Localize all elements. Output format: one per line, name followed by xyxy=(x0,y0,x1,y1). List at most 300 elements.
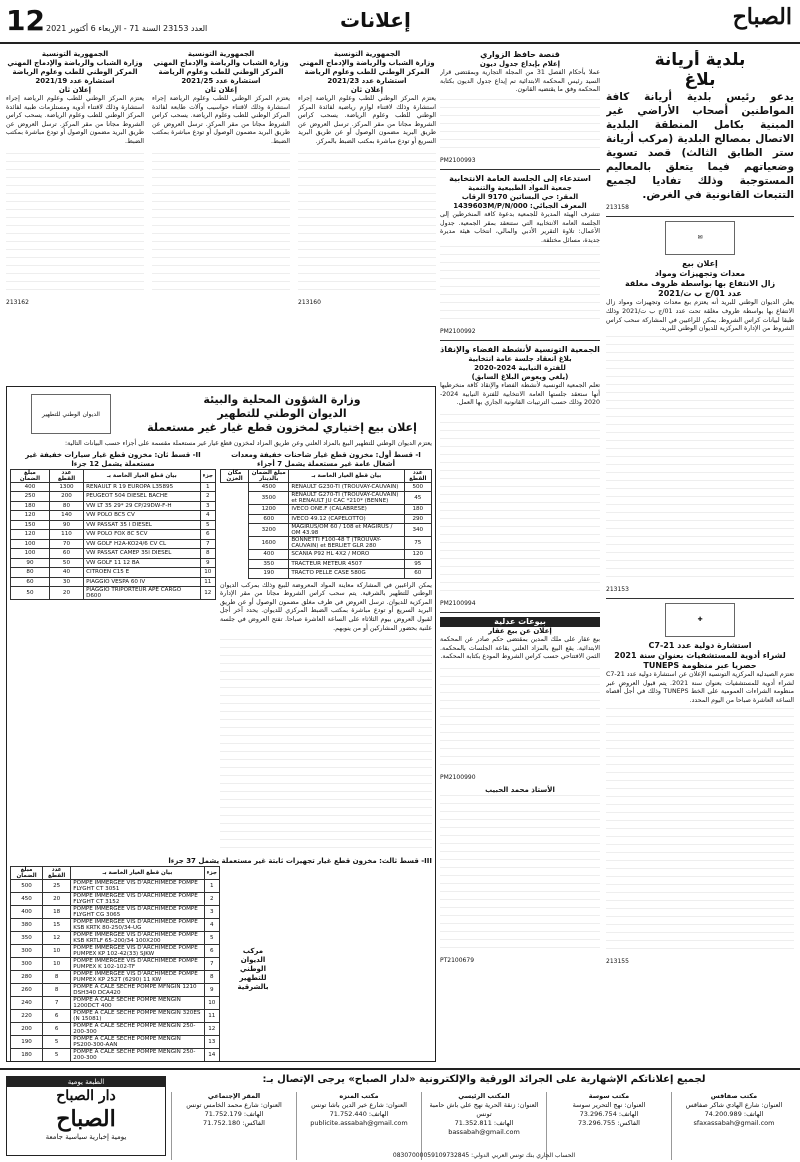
ad-subtitle: جمعية المواد الطبيعية والتنمية xyxy=(468,184,572,193)
ad-title: زال الانتفاع بها بواسطة ظروف مغلقة xyxy=(624,279,776,289)
footer-office-l3[interactable]: الفاكس: 73.296.755 xyxy=(578,1119,640,1127)
consultation-ad xyxy=(6,50,144,380)
table-cell: 18 xyxy=(43,906,71,919)
table-cell: 190 xyxy=(11,1036,43,1049)
footer-office xyxy=(171,1092,296,1160)
table-cell: 3 xyxy=(200,501,215,511)
ad-subtitle: بلاغ انعقاد جلسة عامة انتخابية xyxy=(468,354,572,363)
ad-body-continued xyxy=(440,95,600,155)
table-cell: 60 xyxy=(49,549,83,559)
ad-title: استدعاء إلى الجلسة العامة الانتخابية xyxy=(449,174,591,184)
ad-title: عدد 01/ج ب ت/2021 xyxy=(658,289,742,299)
ad-ref: PM2100992 xyxy=(440,327,476,335)
consultation-cons: استشارة عدد 2021/25 xyxy=(181,77,261,85)
table-cell: TRACTO PELLE CASE 580G xyxy=(289,569,404,579)
table-cell: CITROEN C15 E xyxy=(84,568,201,578)
right-column xyxy=(606,50,794,1064)
table-cell: 140 xyxy=(49,511,83,521)
lot2-table xyxy=(10,469,216,601)
auction-title-ministry: وزارة الشؤون المحلية والبيئة xyxy=(203,393,361,406)
table-cell: 600 xyxy=(249,514,289,524)
table-cell: 30 xyxy=(49,577,83,587)
ad-signature: الأستاذ محمد الحبيب xyxy=(485,786,555,795)
table-cell: 400 xyxy=(11,482,50,492)
table-cell: 4 xyxy=(204,919,219,932)
consultation-center: المركز الوطني للطب وعلوم الرياضة xyxy=(158,68,284,76)
footer-office xyxy=(296,1092,421,1160)
table-row xyxy=(11,906,220,919)
footer-office-l1: العنوان: شارع خير الدين باشا تونس xyxy=(311,1101,407,1109)
table-row xyxy=(11,932,220,945)
table-cell: 150 xyxy=(11,520,50,530)
table-cell: 20 xyxy=(49,587,83,600)
table-cell: PIAGGIO TRIPORTEUR APE CARGO D600 xyxy=(84,587,201,600)
ad-title: قنصة حافظ الزواري xyxy=(480,50,560,59)
ad-body-continued xyxy=(606,334,794,584)
table-caption: I- قسط أول: مخزون قطع غيار شاحنات خفيفة ومعدات أشغال عامة غير مستعملة يشمل 7 أجزاء xyxy=(231,450,421,468)
table-cell: 1 xyxy=(200,482,215,492)
table-cell: 11 xyxy=(200,577,215,587)
table-row xyxy=(221,492,432,505)
ad-subtitle: المعرف الجبائي: 1439603M/P/N/000 xyxy=(453,202,587,211)
ad-subtitle: المقر: حي البساتين 9170 الرقاب xyxy=(461,193,579,202)
table-cell: POMPE A CALE SECHE POMPE MENGIN 250-200-300 xyxy=(71,1049,204,1062)
table-row xyxy=(221,524,432,537)
table-row xyxy=(11,482,216,492)
table-cell: PEUGEOT 504 DIESEL BACHE xyxy=(84,492,201,502)
footer-office-l3[interactable]: bassabah@gmail.com xyxy=(448,1128,520,1136)
table-cell: 3 xyxy=(204,906,219,919)
table-cell: 190 xyxy=(249,569,289,579)
consultation-body: يعتزم المركز الوطني للطب وعلوم الرياضة إجراء استشارة وذلك لاقتناء حواسيب وآلات طابعة لفائدة المركز الوطني للطب وعلوم الرياضة. يسحب كراس الشروط مجانا من مقر المركز. ترسل العروض عن طريق البريد مضمون الوصول أو تودع مباشرة بمكتب الضبط. xyxy=(152,95,290,145)
table-cell: POMPE IMMERGEE VIS D'ARCHIMEDE POMPE PUMPEX KP 102-42(33) SJKW xyxy=(71,945,204,958)
consultation-ref: 213160 xyxy=(298,298,321,306)
table-cell: 5 xyxy=(200,520,215,530)
onas-logo-icon xyxy=(31,394,111,434)
table-cell: 6 xyxy=(204,945,219,958)
table-cell: VW GOLF H2A-KO24/6 CV CL xyxy=(84,539,201,549)
table-cell: 9 xyxy=(204,984,219,997)
table-row xyxy=(11,893,220,906)
table-cell: 3500 xyxy=(249,492,289,505)
table-cell: POMPE A CALE SECHE POMPE MENGIN 320ES (N 15081) xyxy=(71,1010,204,1023)
ad-title: إعلان بيع xyxy=(682,259,718,269)
table-cell: POMPE IMMERGEE VIS D'ARCHIMEDE POMPE FLYGHT CG 3065 xyxy=(71,906,204,919)
table-cell: 280 xyxy=(11,971,43,984)
table-row xyxy=(221,550,432,560)
table-row xyxy=(11,1036,220,1049)
table-row xyxy=(11,984,220,997)
table-cell: 250 xyxy=(11,492,50,502)
table-cell: 90 xyxy=(49,520,83,530)
lot3-table xyxy=(10,866,220,1062)
table-cell: 50 xyxy=(49,558,83,568)
table-row xyxy=(221,482,432,492)
consultation-cons: استشارة عدد 2021/23 xyxy=(327,77,407,85)
footer-office-l1: العنوان: زنقة الحرية نهج علي باش حامبة تونس xyxy=(429,1101,539,1118)
ad-ref: 213155 xyxy=(606,957,629,965)
table-row xyxy=(11,958,220,971)
consultation-rep: الجمهورية التونسية xyxy=(333,50,401,58)
table-cell: 4 xyxy=(200,511,215,521)
table-cell: 2 xyxy=(204,893,219,906)
table-cell: 80 xyxy=(11,568,50,578)
footer-office-title: مكتب المنزه xyxy=(339,1092,379,1100)
table-cell: POMPE IMMERGEE VIS D'ARCHIMEDE POMPE KSB KRTLF 65-200/34 100X200 xyxy=(71,932,204,945)
footer-office-l2: الهاتف: 73.296.754 xyxy=(579,1110,639,1118)
table-row xyxy=(11,587,216,600)
table-cell: 8 xyxy=(204,971,219,984)
table-cell: 12 xyxy=(204,1023,219,1036)
consultation-ref: 213162 xyxy=(6,298,29,306)
table-cell: SCANIA P92 HL 4X2 / MORO xyxy=(289,550,404,560)
divider xyxy=(440,169,600,170)
table-cell: 290 xyxy=(404,514,431,524)
table-cell: 350 xyxy=(11,932,43,945)
table-cell: 120 xyxy=(404,550,431,560)
table-cell: POMPE IMMERGEE VIS D'ARCHIMEDE POMPE FLYGHT CT 3152 xyxy=(71,893,204,906)
table-cell: 7 xyxy=(43,997,71,1010)
table-cell: 95 xyxy=(404,559,431,569)
table-row xyxy=(221,569,432,579)
table-row xyxy=(11,880,220,893)
ad-title: لشراء أدوية للمستشفيات بعنوان سنة 2021 xyxy=(614,651,786,661)
table-cell: 6 xyxy=(200,530,215,540)
table-cell: 14 xyxy=(204,1049,219,1062)
ad-subtitle: (يلغي ويعوض البلاغ السابق) xyxy=(471,372,569,381)
table-cell: 260 xyxy=(11,984,43,997)
consultation-center: المركز الوطني للطب وعلوم الرياضة xyxy=(304,68,430,76)
table-cell: 5 xyxy=(43,1036,71,1049)
table-cell: POMPE A CALE SECHE POMPE MENGIN 1200DCT 400 xyxy=(71,997,204,1010)
footer-office-title: المقر الإجتماعي xyxy=(207,1092,261,1100)
table-cell: POMPE A CALE SECHE POMPE MENGIN PS200-300-AAN xyxy=(71,1036,204,1049)
table-cell: 1200 xyxy=(249,505,289,515)
consultation-body: يعتزم المركز الوطني للطب وعلوم الرياضة إجراء استشارة وذلك لاقتناء لوازم رياضية لفائدة المركز الوطني للطب وعلوم الرياضة. يسحب كراس الشروط مجانا من مقر المركز. ترسل العروض عن طريق البريد مضمون الوصول أو عن طريق البريد السريع أو تودع مباشرة بمكتب الضبط بالمركز. xyxy=(298,95,436,145)
table-cell: 40 xyxy=(49,568,83,578)
table-row xyxy=(11,549,216,559)
footer-office-l1: العنوان: شارع الهادي شاكر صفاقس xyxy=(685,1101,783,1109)
table-header-cell: مكان الخزن xyxy=(221,469,249,482)
ad-body-continued xyxy=(440,408,600,598)
table-row xyxy=(11,530,216,540)
table-cell: 1300 xyxy=(49,482,83,492)
table-cell: 7 xyxy=(204,958,219,971)
table-cell: 8 xyxy=(43,971,71,984)
table-cell: 500 xyxy=(404,482,431,492)
consultation-ad xyxy=(152,50,290,380)
table-cell: 100 xyxy=(11,549,50,559)
table-cell: 220 xyxy=(11,1010,43,1023)
ad-ref: 213153 xyxy=(606,585,629,593)
ad-body: تتشرف الهيئة المديرة للجمعية بدعوة كافة المنخرطين إلى الجلسة العامة الانتخابية التي ستنعقد بمقر الجمعية. جدول الأعمال: تلاوة التقرير الأدبي والمالي، انتخاب هيئة مديرة جديدة، مسائل مختلفة. xyxy=(440,211,600,244)
consultation-min: وزارة الشباب والرياضة والإدماج المهني xyxy=(153,59,289,67)
ad-body-continued xyxy=(440,246,600,326)
ad-body-continued xyxy=(606,706,794,956)
footer-banner: لجميع إعلاناتكم الإشهارية على الجرائد الورقية والإلكترونية «لدار الصباح» يرجى الإتصال بـ: xyxy=(262,1074,706,1085)
table-cell: 10 xyxy=(43,945,71,958)
table-row xyxy=(221,559,432,569)
issue-line: العدد 23153 السنة 71 - الإربعاء 6 أكتوبر 2021 xyxy=(46,24,208,33)
table-cell: POMPE A CALE SECHE POMPE MFNGIN 1210 DSH340 DCA420 xyxy=(71,984,204,997)
table-header-cell: بيان قطع الغيار الخاصة بـ xyxy=(84,469,201,482)
middle-column xyxy=(440,50,600,1064)
auction-notes-continued xyxy=(220,635,432,855)
footer-office-l1: العنوان: نهج التحرير سوسة xyxy=(572,1101,646,1109)
post-logo-icon: ✉ xyxy=(665,221,735,255)
footer-office-l2: الهاتف: 71.752.179 xyxy=(204,1110,264,1118)
onas-logo-text: الديوان الوطني للتطهير xyxy=(42,410,100,418)
footer-office-l3[interactable]: sfaxassabah@gmail.com xyxy=(693,1119,775,1127)
table-cell: 10 xyxy=(200,568,215,578)
table-cell: 3200 xyxy=(249,524,289,537)
logo-top: الطبعة يومية xyxy=(7,1077,165,1087)
table-cell: 50 xyxy=(11,587,50,600)
table-row xyxy=(11,971,220,984)
consultation-body-continued xyxy=(298,147,436,297)
consultation-center: المركز الوطني للطب وعلوم الرياضة xyxy=(12,68,138,76)
table-cell: 8 xyxy=(200,549,215,559)
consultation-ad xyxy=(298,50,436,380)
table-header-cell: عدد القطع xyxy=(404,469,431,482)
table-row xyxy=(11,1049,220,1062)
table-row xyxy=(11,558,216,568)
table-cell: 180 xyxy=(404,505,431,515)
table-cell: VW GOLF 11 12 BA xyxy=(84,558,201,568)
table-cell: 4500 xyxy=(249,482,289,492)
table-cell: 25 xyxy=(43,880,71,893)
table-cell: 1600 xyxy=(249,537,289,550)
table-cell: 400 xyxy=(249,550,289,560)
table-cell: 13 xyxy=(204,1036,219,1049)
pharmacy-logo-icon: ✚ xyxy=(665,603,735,637)
table-row xyxy=(11,945,220,958)
table-cell: POMPE IMMERGEE VIS D'ARCHIMEDE POMPE PUMPEX KP 252T (6290) 11 KW xyxy=(71,971,204,984)
table-cell: BONNETTI F100-48 T (TROUVAY-CAUVAIN) et BERLIET GLR 280 xyxy=(289,537,404,550)
table-cell: 10 xyxy=(43,958,71,971)
consultation-cons: استشارة عدد 2021/19 xyxy=(35,77,115,85)
table-cell: 300 xyxy=(11,945,43,958)
logo-sub: الصباح xyxy=(56,1106,116,1132)
table-cell: 2 xyxy=(200,492,215,502)
table-cell: 60 xyxy=(404,569,431,579)
table-cell: 200 xyxy=(49,492,83,502)
table-row xyxy=(11,568,216,578)
ad-ref: PT2100679 xyxy=(440,957,475,965)
table-cell: MAGIRUS/OM 60 / 108 et MAGIRUS / OM 43.98 xyxy=(289,524,404,537)
table-cell: 90 xyxy=(11,558,50,568)
table-cell: RENAULT R 19 EUROPA L35895 xyxy=(84,482,201,492)
consultation-body-continued xyxy=(6,147,144,297)
table-cell: IVECO ONE.F (CALABRESE) xyxy=(289,505,404,515)
footer-office-title: مكتب صفاقس xyxy=(710,1092,758,1100)
footer-office-l2: الهاتف: 71.752.440 xyxy=(329,1110,389,1118)
table-cell: 120 xyxy=(11,511,50,521)
table-cell: 9 xyxy=(200,558,215,568)
table-cell: POMPE IMMERGEE VIS D'ARCHIMEDE POMPE PUMPEX K 102-102-TF xyxy=(71,958,204,971)
table-cell: 10 xyxy=(204,997,219,1010)
table-cell: 6 xyxy=(43,1023,71,1036)
table-cell: 70 xyxy=(49,539,83,549)
table-cell: 20 xyxy=(43,893,71,906)
table-cell: 5 xyxy=(43,1049,71,1062)
ad-body-continued xyxy=(440,795,600,955)
footer-office xyxy=(671,1092,796,1160)
auction-title-main: إعلان بيع إختياري لمخزون قطع غيار غير مستعملة xyxy=(147,421,417,434)
ad-body: عملا بأحكام الفصل 31 من المجلة التجارية وبمقتضى قرار السيد رئيس المحكمة الابتدائية تم إيداع جدول الديون بكتابة المحكمة وفق ما يقتضيه القانون. xyxy=(440,69,600,94)
consultation-ads xyxy=(6,50,436,380)
divider xyxy=(606,216,794,217)
table-cell: 1 xyxy=(204,880,219,893)
table-cell: 200 xyxy=(11,1023,43,1036)
table-header-cell: بيان قطع الغيار الخاصة بـ xyxy=(71,867,204,880)
table-header-cell: جزء xyxy=(204,867,219,880)
ad-lead-text: يدعو رئيس بلدية أريانة كافة المواطنين أصحاب الأراضي غير المبنية بكامل المنطقة البلدية الاتصال بمصالح البلدية (مركب أريانة ستر الطابق الثالث) قصد تسوية وضعياتهم فيما يتعلق بالمعاليم المستوجبة وذلك تفاديا لجميع التتبعات القانونية في الغرض. xyxy=(606,91,794,201)
table-cell: IVECO 49.12 (CAPELOTTO) xyxy=(289,514,404,524)
auction-ad xyxy=(6,386,436,1062)
table-cell: 45 xyxy=(404,492,431,505)
table-cell: 75 xyxy=(404,537,431,550)
table-cell: 120 xyxy=(11,530,50,540)
ad-subtitle: بلاغ xyxy=(684,70,716,90)
table-row xyxy=(11,501,216,511)
table-cell: 340 xyxy=(404,524,431,537)
table-cell: VW PASSAT 35 I DIESEL xyxy=(84,520,201,530)
footer-office-l1: العنوان: شارع محمد الخامس تونس xyxy=(186,1101,282,1109)
table-cell: 450 xyxy=(11,893,43,906)
ad-body: بيع عقار على ملك المدين بمقتضى حكم صادر عن المحكمة الابتدائية. يقع البيع بالمزاد العلني بقاعة الجلسات بالمحكمة. الثمن الافتتاحي حسب كراس الشروط المودع بكتابة المحكمة. xyxy=(440,636,600,661)
table-cell: 5 xyxy=(204,932,219,945)
ad-subtitle: إعلام بإيداع جدول ديون xyxy=(479,60,561,68)
table-cell: 300 xyxy=(11,958,43,971)
table-cell: PIAGGIO VESPA 60 IV xyxy=(84,577,201,587)
ad-title: معدات وتجهيزات ومواد xyxy=(654,269,746,279)
ad-title: استشارة دولية عدد 21-C7 xyxy=(648,641,752,651)
table-cell: 180 xyxy=(11,1049,43,1062)
logo-brand: دار الصباح xyxy=(56,1088,116,1104)
footer-office-title: مكتب سوسة xyxy=(588,1092,630,1100)
table-header-cell: مبلغ الضمان xyxy=(11,469,50,482)
auction-title-office: الديوان الوطني للتطهير xyxy=(217,407,347,420)
table-row xyxy=(11,919,220,932)
table-row xyxy=(11,577,216,587)
consultation-second: إعلان ثان xyxy=(350,86,384,94)
footer-office-l2: الهاتف: 71.352.811 xyxy=(454,1119,514,1127)
ad-ref: 213158 xyxy=(606,204,629,211)
auction-intro: يعتزم الديوان الوطني للتطهير البيع بالمزاد العلني وعن طريق المزاد لمخزون قطع غيار غير مستعملة مقسمة على أجزاء حسب البيانات التالية: xyxy=(64,440,432,447)
divider xyxy=(440,612,600,613)
table-cell: 180 xyxy=(11,501,50,511)
ad-ref: PM2100990 xyxy=(440,773,476,781)
table-row xyxy=(221,537,432,550)
page-footer xyxy=(0,1068,800,1162)
consultation-second: إعلان ثان xyxy=(58,86,92,94)
ad-title: الجمعية التونسية لأنشطة الفضاء والإنقاذ xyxy=(440,344,600,354)
table-row xyxy=(11,1010,220,1023)
footer-office-title: المكتب الرئيسي xyxy=(458,1092,510,1100)
table-header-cell: مبلغ الضمان بالدينار xyxy=(249,469,289,482)
ad-title: بيوعات عدلية xyxy=(440,617,600,627)
table-cell: 7 xyxy=(200,539,215,549)
table-cell: VW LT 35 29* 29 CP/29DW-F-H xyxy=(84,501,201,511)
footer-office xyxy=(421,1092,546,1160)
table-header-cell: بيان قطع الغيار الخاصة بـ xyxy=(289,469,404,482)
table-caption: III- قسط ثالث: مخزون قطع غيار تجهيزات ثابتة غير مستعملة يشمل 37 جزءا xyxy=(168,857,432,866)
table-cell: VW PASSAT CAMEP 35I DIESEL xyxy=(84,549,201,559)
table-header-cell: جزء xyxy=(200,469,215,482)
footer-office xyxy=(546,1092,671,1160)
table-cell: POMPE IMMERGEE VIS D'ARCHIMEDE POMPE KSB KRTK 80-250/34-UG xyxy=(71,919,204,932)
table-cell: 80 xyxy=(49,501,83,511)
table-cell: 240 xyxy=(11,997,43,1010)
storage-place: مركب الديوان الوطني للتطهير بالشرقية xyxy=(237,947,269,991)
table-cell: RENAULT G270-TI (TROUVAY-CAUVAIN) et RENAULT JU CAC *210* (BENNE) xyxy=(289,492,404,505)
ad-title: بلدية أريانة xyxy=(654,50,746,70)
table-cell: 500 xyxy=(11,880,43,893)
page-number: 12 xyxy=(6,4,45,37)
table-header-cell: عدد القطع xyxy=(43,867,71,880)
table-cell: 6 xyxy=(43,1010,71,1023)
ad-subtitle: للفترة النيابية 2024-2020 xyxy=(474,363,566,372)
auction-notes: يمكن الراغبين في المشاركة معاينة المواد المعروضة للبيع وذلك بمركب الديوان الوطني للتطهير بالشرقية. يتم سحب كراس الشروط مجانا من مقر الإدارة المركزية للديوان. ترسل العروض في ظرف مغلق مضمون الوصول أو عن طريق البريد السريع أو تودع مباشرة بمكتب الضبط المركزي للديوان. يحدد آخر أجل لقبول العروض بيوم الثلاثاء على الساعة العاشرة صباحا. تفتح العروض في جلسة علنية بحضور المشاركين أو من ينوبهم. xyxy=(220,581,432,632)
table-row xyxy=(11,520,216,530)
consultation-min: وزارة الشباب والرياضة والإدماج المهني xyxy=(299,59,435,67)
table-cell: 15 xyxy=(43,919,71,932)
table-cell: 400 xyxy=(11,906,43,919)
table-cell: 110 xyxy=(49,530,83,540)
table-cell: POMPE A CALE SECHE POMPE MENGIN 250-200-300 xyxy=(71,1023,204,1036)
ad-body: تعلم الجمعية التونسية لأنشطة الفضاء والإنقاذ كافة منخرطيها أنها ستعقد جلستها العامة الانتخابية للفترة النيابية 2024-2020 وذلك حسب الترتيبات القانونية الجاري بها العمل. xyxy=(440,381,600,407)
table-cell: 350 xyxy=(249,559,289,569)
table-header-cell: عدد القطع xyxy=(49,469,83,482)
table-cell: VW POLO FOX 8C 5CV xyxy=(84,530,201,540)
ad-body: يعلن الديوان الوطني للبريد أنه يعتزم بيع معدات وتجهيزات ومواد زال الانتفاع بها بواسطة ظروف مغلقة تحت عدد 01/ج ب ت/2021 وذلك طبقا لبيانات كراس الشروط. يمكن للراغبين في المشاركة سحب كراس الشروط من الإدارة المركزية للديوان الوطني للبريد. xyxy=(606,299,794,333)
footer-office-l3[interactable]: publicite.assabah@gmail.com xyxy=(310,1119,408,1127)
footer-office-l3[interactable]: الفاكس: 71.752.180 xyxy=(203,1119,265,1127)
table-cell: 12 xyxy=(43,932,71,945)
table-row xyxy=(11,997,220,1010)
ad-subtitle: إعلان عن بيع عقار xyxy=(488,627,552,636)
table-cell: RENAULT G230-TI (TROUVAY-CAUVAIN) xyxy=(289,482,404,492)
table-cell: 12 xyxy=(200,587,215,600)
logo-tagline: يومية إخبارية سياسية جامعة xyxy=(45,1133,127,1141)
table-cell: TRACTEUR METEUR 4507 xyxy=(289,559,404,569)
table-cell: 60 xyxy=(11,577,50,587)
brand-logo: الصباح xyxy=(732,4,792,30)
page-header xyxy=(0,0,800,44)
footer-logo xyxy=(6,1076,166,1156)
section-title: إعلانات xyxy=(340,8,411,32)
table-cell: VW POLO BC5 CV xyxy=(84,511,201,521)
lot1-table xyxy=(220,469,432,579)
consultation-second: إعلان ثان xyxy=(204,86,238,94)
ad-ref: PM2100994 xyxy=(440,599,476,607)
ad-title: حصريا عبر منظومة TUNEPS xyxy=(643,661,757,671)
footer-office-l2: الهاتف: 74.200.989 xyxy=(704,1110,764,1118)
table-row xyxy=(221,514,432,524)
consultation-min: وزارة الشباب والرياضة والإدماج المهني xyxy=(7,59,143,67)
table-header-cell: مبلغ الضمان xyxy=(11,867,43,880)
divider xyxy=(606,598,794,599)
consultation-body: يعتزم المركز الوطني للطب وعلوم الرياضة إجراء استشارة وذلك لاقتناء أدوية ومستلزمات طبية لفائدة المركز الوطني للطب وعلوم الرياضة. يسحب كراس الشروط مجانا من مقر المركز. ترسل العروض عن طريق البريد مضمون الوصول أو تودع مباشرة بمكتب الضبط. xyxy=(6,95,144,145)
ad-body-continued xyxy=(440,662,600,772)
table-cell: POMPE IMMERGEE VIS D'ARCHIMEDE POMPE FLYGHT CT 3051 xyxy=(71,880,204,893)
consultation-rep: الجمهورية التونسية xyxy=(187,50,255,58)
table-row xyxy=(11,511,216,521)
bank-account: الحساب الجاري بنك تونس العربي الدولي: 08307000059109732845 xyxy=(392,1152,576,1159)
table-caption: II- قسط ثان: مخزون قطع غيار سيارات خفيفة غير مستعملة يشمل 12 جزءا xyxy=(25,450,201,468)
table-row xyxy=(11,1023,220,1036)
